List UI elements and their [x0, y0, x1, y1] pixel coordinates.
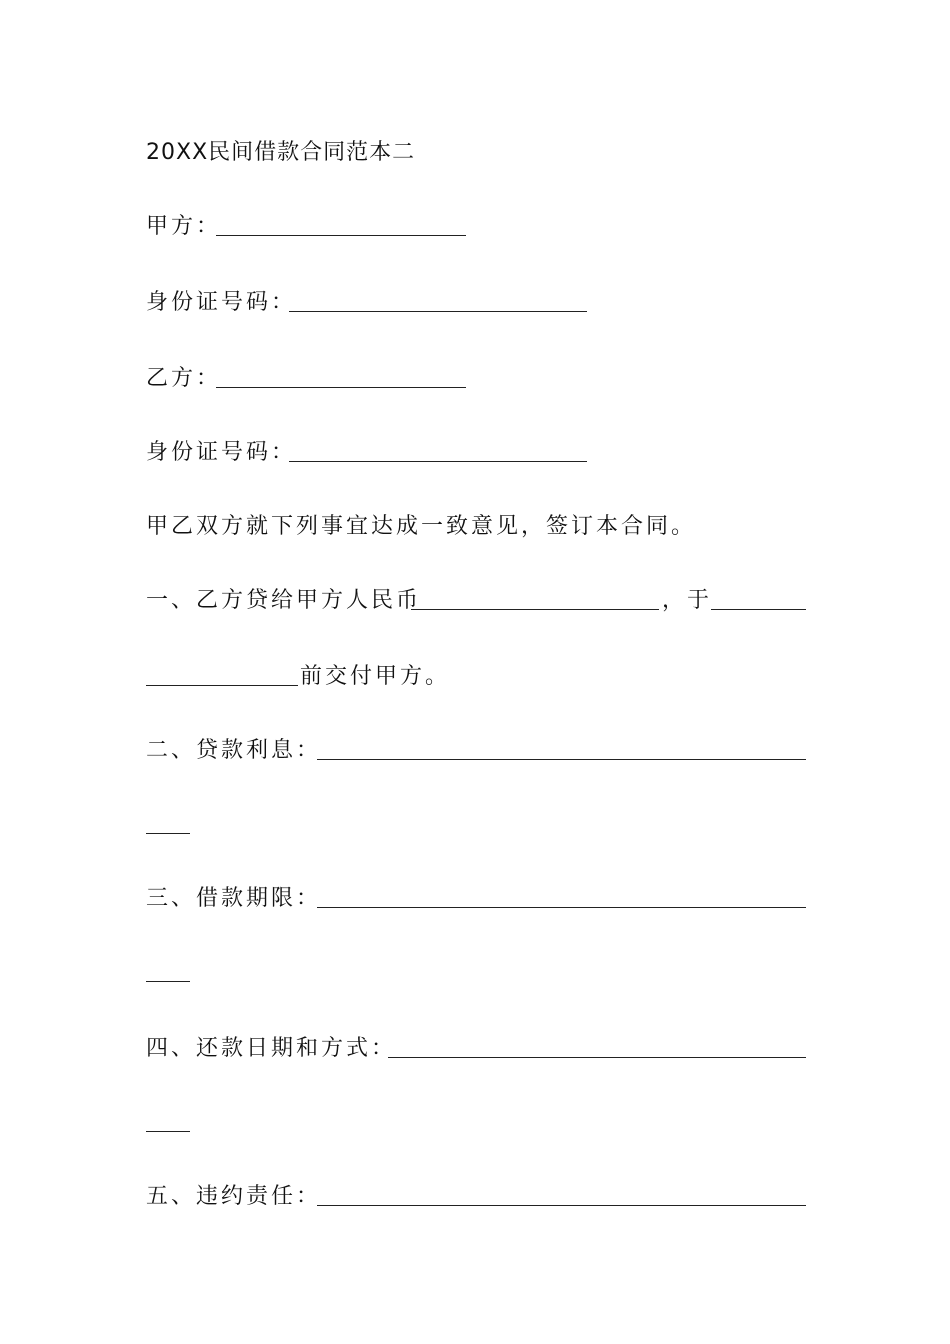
clause-1-prefix: 一、乙方贷给甲方人民币 [146, 588, 422, 613]
id-number-label-a: 身份证号码： [146, 290, 297, 315]
clause-4-blank-a [388, 1057, 806, 1058]
clause-1-date-blank-a [711, 609, 806, 610]
clause-1-date-blank-b [146, 685, 298, 686]
clause-2-label: 二、贷款利息： [146, 738, 322, 763]
clause-3-blank-b [146, 981, 190, 982]
clause-4-blank-b [146, 1131, 190, 1132]
party-a-label: 甲方： [146, 214, 222, 239]
id-number-a-blank [289, 311, 587, 312]
clause-1-suffix: 前交付甲方。 [300, 664, 451, 689]
clause-3-blank-a [317, 907, 806, 908]
id-number-label-b: 身份证号码： [146, 440, 297, 465]
clause-1-amount-blank [411, 609, 659, 610]
clause-5-label: 五、违约责任： [146, 1184, 322, 1209]
clause-5-blank [317, 1205, 806, 1206]
clause-2-blank-a [317, 759, 806, 760]
clause-2-blank-b [146, 833, 190, 834]
party-a-blank [216, 235, 466, 236]
clause-1-mid: ，于 [662, 588, 713, 613]
id-number-b-blank [289, 461, 587, 462]
document-title: 20XX民间借款合同范本二 [146, 140, 416, 165]
clause-4-label: 四、还款日期和方式： [146, 1036, 397, 1061]
intro-paragraph: 甲乙双方就下列事宜达成一致意见，签订本合同。 [146, 514, 697, 539]
party-b-label: 乙方： [146, 366, 222, 391]
clause-3-label: 三、借款期限： [146, 886, 322, 911]
party-b-blank [216, 387, 466, 388]
